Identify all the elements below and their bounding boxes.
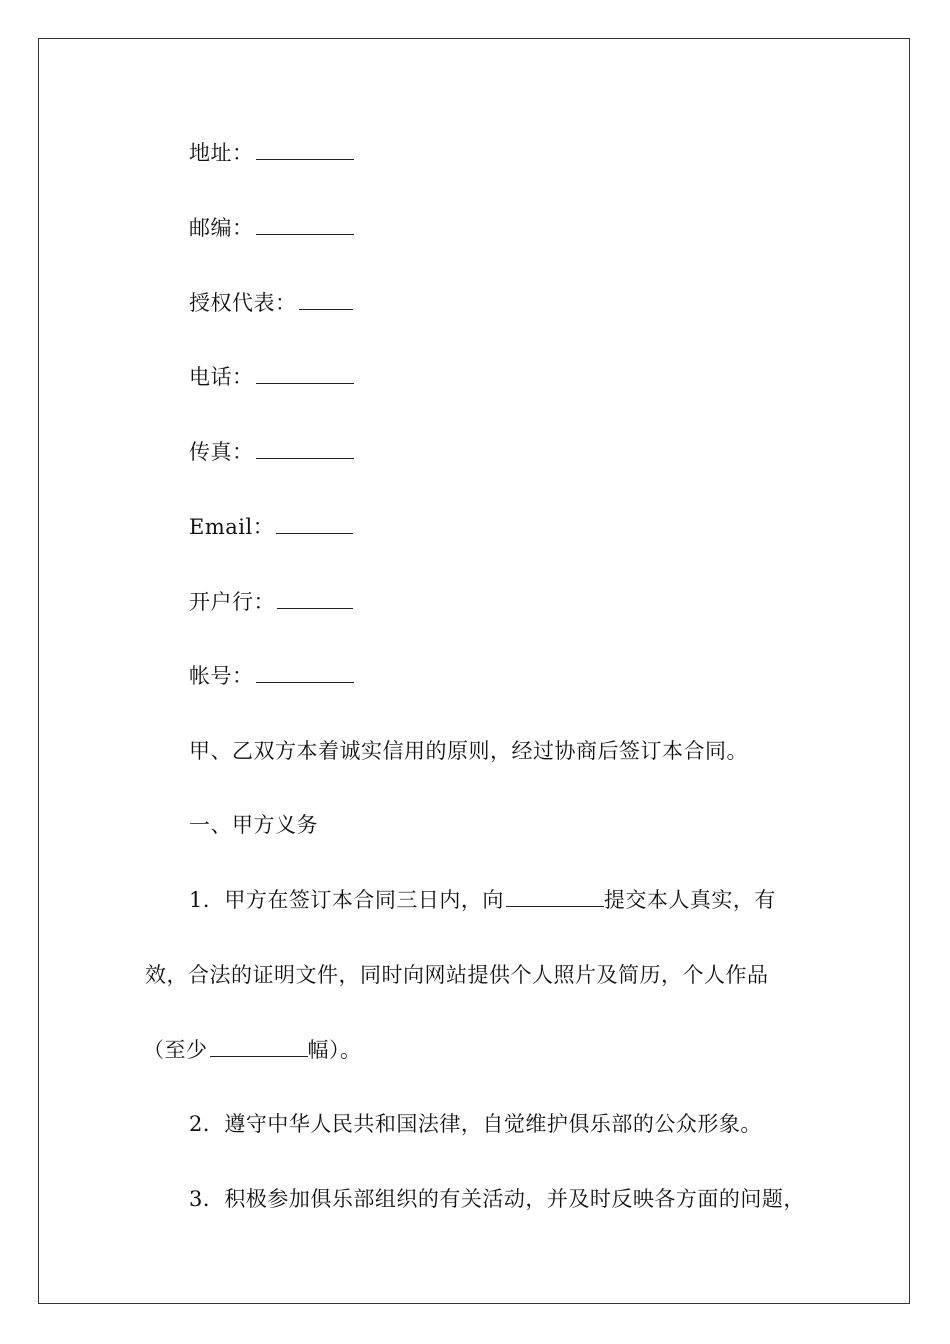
field-label: 授权代表： [189,291,297,315]
fill-in-blank [210,1036,308,1057]
section-heading: 一、甲方义务 [189,813,318,837]
item-text: 提交本人真实，有 [603,888,776,912]
intro-paragraph: 甲、乙双方本着诚实信用的原则，经过协商后签订本合同。 [189,739,748,763]
item-1-line-1 [189,886,776,914]
item-1-line-2: 效，合法的证明文件，同时向网站提供个人照片及简历，个人作品 [145,963,769,987]
field-label: 地址： [189,141,254,165]
item-text: 幅）。 [307,1038,362,1062]
item-2: 2．遵守中华人民共和国法律，自觉维护俱乐部的公众形象。 [189,1112,762,1136]
fill-in-blank [256,214,354,235]
field-label: 邮编： [189,216,254,240]
item-1-line-3 [143,1036,362,1064]
field-fax [189,438,354,466]
field-postcode [189,214,354,242]
field-label: 传真： [189,440,254,464]
fill-in-blank [256,662,354,683]
fill-in-blank [277,588,353,609]
field-email [189,513,353,541]
field-address [189,139,354,167]
field-phone [189,363,354,391]
fill-in-blank [299,289,353,310]
item-text: （至少 [143,1038,208,1062]
field-label: Email： [189,515,275,539]
field-account [189,662,354,690]
field-label: 帐号： [189,664,254,688]
fill-in-blank [506,886,604,907]
field-bank [189,588,353,616]
fill-in-blank [276,513,353,534]
fill-in-blank [256,363,354,384]
fill-in-blank [256,438,354,459]
fill-in-blank [256,139,354,160]
item-text: 1．甲方在签订本合同三日内，向 [189,888,504,912]
field-authorized-rep [189,289,353,317]
document-page [38,38,910,1304]
field-label: 开户行： [189,590,275,614]
item-3: 3．积极参加俱乐部组织的有关活动，并及时反映各方面的问题， [189,1187,805,1211]
field-label: 电话： [189,365,254,389]
